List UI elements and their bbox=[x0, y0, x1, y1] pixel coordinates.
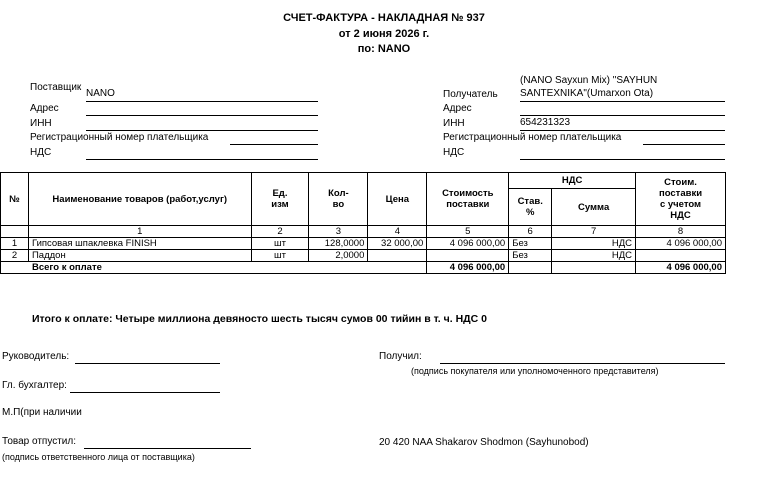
supplier-vat-label: НДС bbox=[30, 147, 52, 158]
row-vat-sum: НДС bbox=[552, 250, 636, 262]
row-name: Гипсовая шпаклевка FINISH bbox=[28, 238, 251, 250]
row-vat-rate: Без bbox=[509, 250, 552, 262]
row-no: 2 bbox=[1, 250, 29, 262]
row-total bbox=[636, 250, 726, 262]
received-note: (подпись покупателя или уполномоченного представителя) bbox=[411, 366, 659, 376]
total-vat-rate bbox=[509, 262, 552, 274]
invoice-table bbox=[0, 172, 726, 274]
column-number-row bbox=[1, 226, 726, 238]
colnum: 6 bbox=[509, 226, 552, 238]
accountant-signature-line bbox=[70, 380, 220, 393]
director-signature-line bbox=[75, 351, 220, 364]
receiver-vat-line bbox=[520, 147, 725, 160]
supplier-vat-line bbox=[86, 147, 318, 160]
receiver-label: Получатель bbox=[443, 89, 498, 100]
row-price bbox=[368, 250, 427, 262]
row-unit: шт bbox=[251, 250, 309, 262]
row-vat-sum: НДС bbox=[552, 238, 636, 250]
supplier-reg-line bbox=[230, 132, 318, 145]
row-total: 4 096 000,00 bbox=[636, 238, 726, 250]
receiver-inn-label: ИНН bbox=[443, 118, 465, 129]
row-qty: 2,0000 bbox=[309, 250, 368, 262]
colnum: 3 bbox=[309, 226, 368, 238]
supplier-inn-label: ИНН bbox=[30, 118, 52, 129]
colnum: 4 bbox=[368, 226, 427, 238]
released-label: Товар отпустил: bbox=[2, 436, 76, 447]
received-signature-line bbox=[440, 351, 725, 364]
col-header-qty: Кол- во bbox=[309, 173, 368, 226]
supplier-address-line bbox=[86, 103, 318, 116]
released-note: (подпись ответственного лица от поставщика) bbox=[2, 452, 195, 462]
total-vat-sum bbox=[552, 262, 636, 274]
supplier-label: Поставщик bbox=[30, 82, 82, 93]
receiver-name-line2: SANTEXNIKA"(Umarxon Ota) bbox=[520, 88, 654, 99]
colnum: 8 bbox=[636, 226, 726, 238]
col-header-unit: Ед. изм bbox=[251, 173, 309, 226]
total-sum: 4 096 000,00 bbox=[636, 262, 726, 274]
row-no: 1 bbox=[1, 238, 29, 250]
colnum: 7 bbox=[552, 226, 636, 238]
supplier-name-line bbox=[86, 89, 318, 102]
invoice-title: СЧЕТ-ФАКТУРА - НАКЛАДНАЯ № 937 bbox=[283, 12, 485, 24]
receiver-address-line bbox=[520, 103, 725, 116]
supplier-inn-line bbox=[86, 118, 318, 131]
col-header-name: Наименование товаров (работ,услуг) bbox=[28, 173, 251, 226]
row-vat-rate: Без bbox=[509, 238, 552, 250]
colnum: 1 bbox=[28, 226, 251, 238]
receiver-vat-label: НДС bbox=[443, 147, 465, 158]
stamp-label: М.П(при наличии bbox=[2, 407, 82, 418]
col-header-vat-sum: Сумма bbox=[552, 189, 636, 226]
col-header-vat: НДС bbox=[509, 173, 636, 189]
colnum: 2 bbox=[251, 226, 309, 238]
invoice-date: от 2 июня 2026 г. bbox=[338, 28, 430, 40]
receiver-reg-line bbox=[643, 132, 725, 145]
row-unit: шт bbox=[251, 238, 309, 250]
table-row bbox=[1, 250, 726, 262]
row-cost: 4 096 000,00 bbox=[427, 238, 509, 250]
received-label: Получил: bbox=[379, 351, 422, 362]
supplier-address-label: Адрес bbox=[30, 103, 59, 114]
row-name: Паддон bbox=[28, 250, 251, 262]
table-header-row bbox=[1, 173, 726, 189]
total-row bbox=[1, 262, 726, 274]
supplier-name: NANO bbox=[86, 88, 115, 99]
table-row bbox=[1, 238, 726, 250]
row-price: 32 000,00 bbox=[368, 238, 427, 250]
payment-summary: Итого к оплате: Четыре миллиона девяносто шесть тысяч сумов 00 тийин в т. ч. НДС 0 bbox=[32, 313, 487, 325]
receiver-inn-line bbox=[520, 118, 725, 131]
released-signature-line bbox=[84, 436, 251, 449]
total-label: Всего к оплате bbox=[1, 262, 427, 274]
receiver-address-label: Адрес bbox=[443, 103, 472, 114]
director-label: Руководитель: bbox=[2, 351, 70, 362]
supplier-reg-label: Регистрационный номер плательщика bbox=[30, 132, 209, 143]
colnum bbox=[1, 226, 29, 238]
col-header-cost: Стоимость поставки bbox=[427, 173, 509, 226]
invoice-basis: по: NANO bbox=[357, 43, 411, 55]
accountant-label: Гл. бухгалтер: bbox=[2, 380, 67, 391]
row-cost bbox=[427, 250, 509, 262]
col-header-total: Стоим. поставки с учетом НДС bbox=[636, 173, 726, 226]
colnum: 5 bbox=[427, 226, 509, 238]
col-header-vat-rate: Став. % bbox=[509, 189, 552, 226]
footer-info: 20 420 NAA Shakarov Shodmon (Sayhunobod) bbox=[379, 437, 589, 448]
receiver-name-line1: (NANO Sayxun Mix) "SAYHUN bbox=[520, 75, 658, 86]
receiver-inn: 654231323 bbox=[520, 117, 571, 128]
row-qty: 128,0000 bbox=[309, 238, 368, 250]
receiver-reg-label: Регистрационный номер плательщика bbox=[443, 132, 622, 143]
col-header-no: № bbox=[1, 173, 29, 226]
receiver-name-underline bbox=[520, 89, 725, 102]
col-header-price: Цена bbox=[368, 173, 427, 226]
total-cost: 4 096 000,00 bbox=[427, 262, 509, 274]
